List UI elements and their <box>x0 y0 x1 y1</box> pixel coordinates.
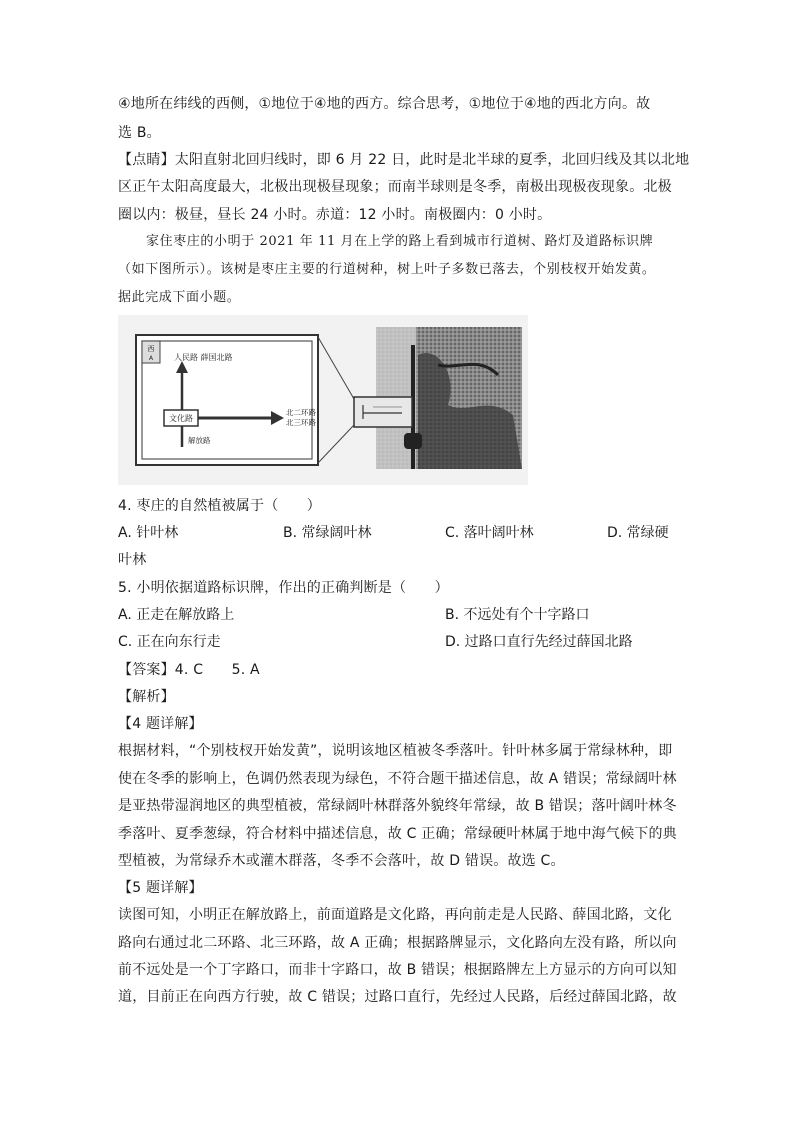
q5-detail-line: 前不远处是一个丁字路口，而非十字路口，故 B 错误；根据路牌左上方显示的方向可以知 <box>118 962 677 978</box>
q5-detail-line: 道，目前正在向西方行驶，故 C 错误；过路口直行，先经过人民路，后经过薛国北路，故 <box>118 989 677 1005</box>
q5-option-a: A. 正走在解放路上 <box>118 607 235 623</box>
text-line: 选 B。 <box>118 125 161 141</box>
sign-east-roads-2: 北三环路 <box>286 418 316 427</box>
text-line: 区正午太阳高度最大，北极出现极昼现象；而南半球则是冬季，南极出现极夜现象。北极 <box>118 179 672 195</box>
sign-corner-top: 西 <box>147 345 155 353</box>
q4-detail-line: 使在冬季的影响上，色调仍然表现为绿色，不符合题干描述信息，故 A 错误；常绿阔叶林 <box>118 771 677 787</box>
question-4-stem: 4. 枣庄的自然植被属于（ ） <box>118 498 322 514</box>
sign-east-roads-1: 北二环路 <box>286 408 316 417</box>
q5-detail-line: 读图可知，小明正在解放路上，前面道路是文化路，再向前走是人民路、薛国北路，文化 <box>118 907 672 923</box>
q4-option-a: A. 针叶林 <box>118 525 179 541</box>
analysis-title: 【解析】 <box>118 689 175 705</box>
q5-detail-line: 路向右通过北二环路、北三环路，故 A 正确；根据路牌显示，文化路向左没有路，所以向 <box>118 935 677 951</box>
q4-detail-line: 型植被，为常绿乔木或灌木群落，冬季不会落叶，故 D 错误。故选 C。 <box>118 853 565 869</box>
q4-option-d: D. 常绿硬 <box>607 525 669 541</box>
material-line: 据此完成下面小题。 <box>118 290 241 305</box>
q4-option-c: C. 落叶阔叶林 <box>445 525 534 541</box>
q4-detail-line: 是亚热带湿润地区的典型植被，常绿阔叶林群落外貌终年常绿，故 B 错误；落叶阔叶林冬 <box>118 798 677 814</box>
q5-detail-title: 【5 题详解】 <box>118 880 203 896</box>
material-line: 家住枣庄的小明于 2021 年 11 月在上学的路上看到城市行道树、路灯及道路标识牌 <box>146 234 654 249</box>
answer-line: 【答案】4. C 5. A <box>118 662 260 678</box>
sign-south-road: 解放路 <box>188 436 211 445</box>
q4-detail-line: 季落叶、夏季葱绿，符合材料中描述信息，故 C 正确；常绿硬叶林属于地中海气候下的典 <box>118 826 677 842</box>
sign-current-road: 文化路 <box>169 414 193 423</box>
q5-option-c: C. 正在向东行走 <box>118 634 221 650</box>
question-5-stem: 5. 小明依据道路标识牌，作出的正确判断是（ ） <box>118 580 449 596</box>
text-line: ④地所在纬线的西侧，①地位于④地的西方。综合思考，①地位于④地的西北方向。故 <box>118 96 651 112</box>
q5-option-b: B. 不远处有个十字路口 <box>445 607 590 623</box>
q5-option-d: D. 过路口直行先经过薛国北路 <box>445 634 633 650</box>
material-line: （如下图所示）。该树是枣庄主要的行道树种，树上叶子多数已落去，个别枝杈开始发黄。 <box>118 262 656 277</box>
q4-option-d-wrap: 叶林 <box>118 552 147 568</box>
q4-detail-line: 根据材料，“个别枝杈开始发黄”，说明该地区植被冬季落叶。针叶林多属于常绿林种，即 <box>118 743 673 759</box>
text-line: 【点睛】太阳直射北回归线时，即 6 月 22 日，此时是北半球的夏季，北回归线及其以北地 <box>118 152 690 168</box>
road-sign-figure <box>118 315 528 485</box>
text-line: 圈以内：极昼，昼长 24 小时。赤道：12 小时。南极圈内：0 小时。 <box>118 207 552 223</box>
q4-option-b: B. 常绿阔叶林 <box>283 525 372 541</box>
q4-detail-title: 【4 题详解】 <box>118 716 203 732</box>
sign-north-roads: 人民路 薛国北路 <box>174 353 233 362</box>
road-sign-illustration <box>118 315 528 485</box>
sign-corner-bottom: A <box>148 355 154 362</box>
